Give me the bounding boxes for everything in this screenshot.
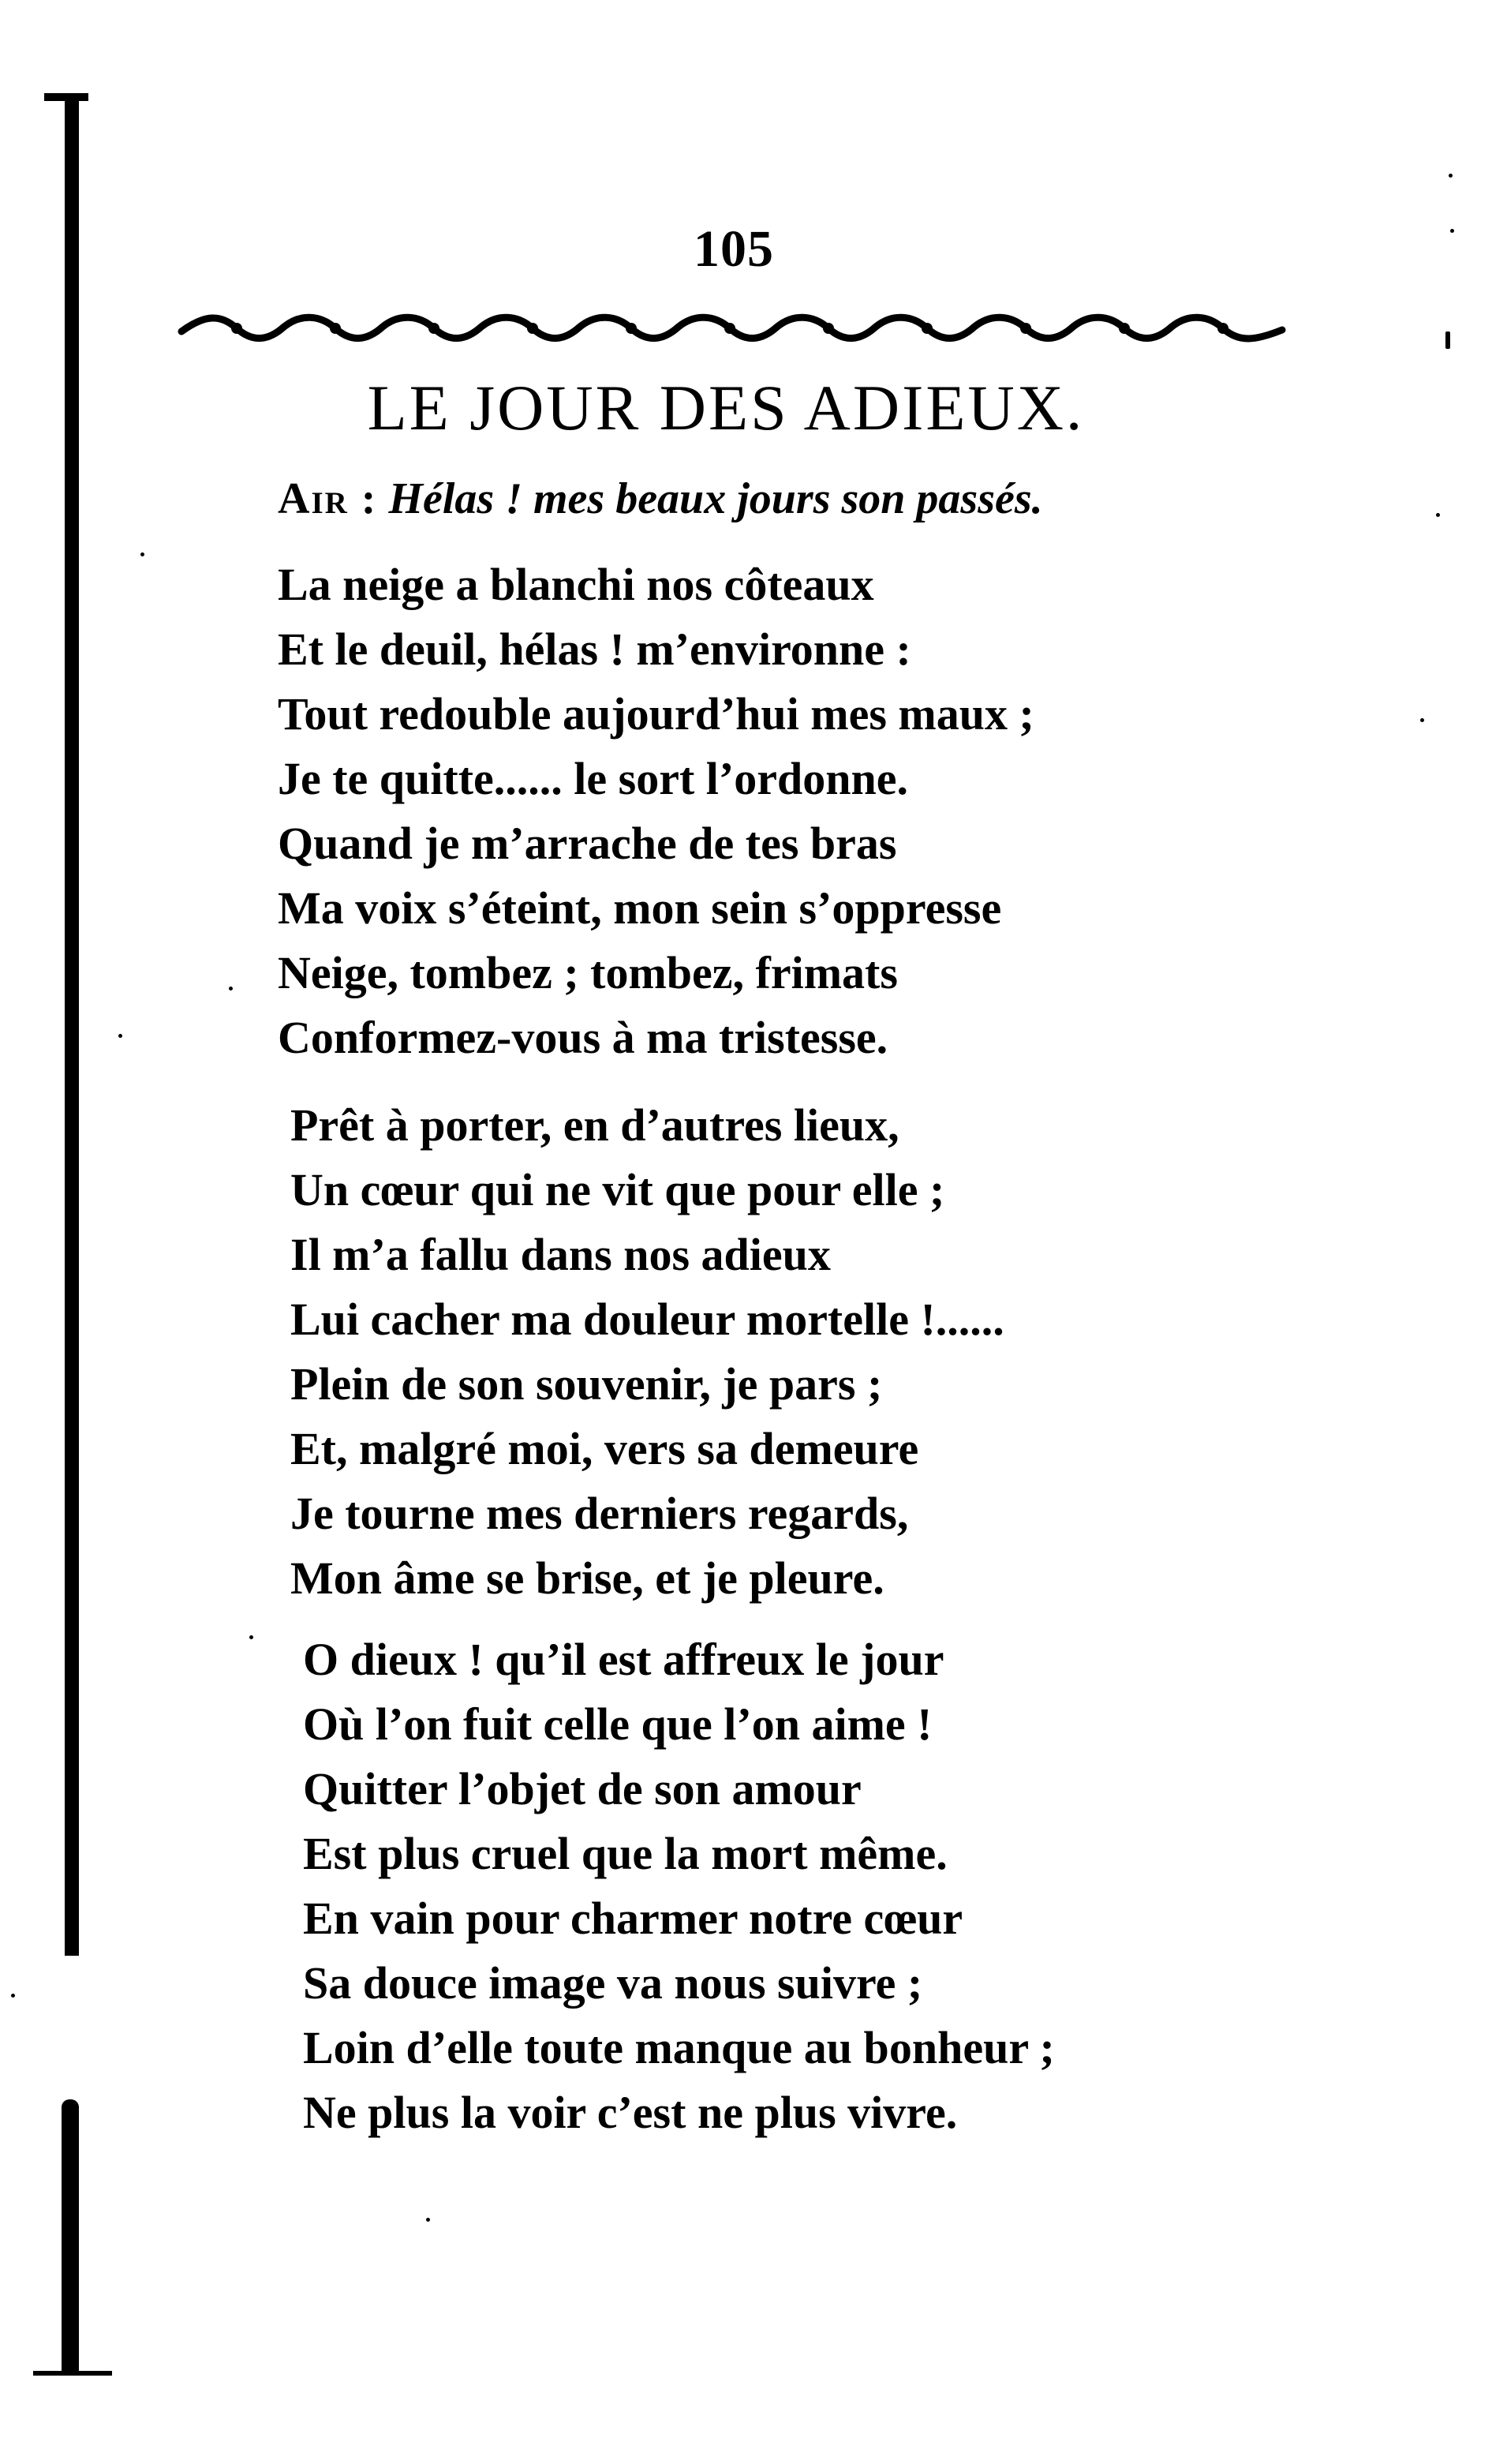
verse-line: Tout redouble aujourd’hui mes maux ; [278,688,1034,740]
scan-speck [1420,718,1424,722]
scan-speck [229,987,233,990]
verse-line: Un cœur qui ne vit que pour elle ; [290,1164,945,1215]
scan-speck [1445,331,1450,349]
verse-line: Loin d’elle toute manque au bonheur ; [303,2022,1055,2073]
scan-speck [140,552,144,556]
ornamental-rule [174,309,1294,346]
verse-line: Ne plus la voir c’est ne plus vivre. [303,2087,958,2138]
stanza-2 [290,1093,1316,1611]
scan-speck [1449,174,1453,178]
verse-line: Conformez-vous à ma tristesse. [278,1012,888,1063]
verse-line: Lui cacher ma douleur mortelle !...... [290,1294,1004,1345]
stanza-1 [278,552,1303,1070]
binding-edge-top [65,93,79,1956]
tune-label: Air : [278,474,378,523]
verse-line: Il m’a fallu dans nos adieux [290,1229,831,1280]
stanza-3 [303,1627,1329,2145]
verse-line: Mon âme se brise, et je pleure. [290,1552,884,1604]
verse-line: Ma voix s’éteint, mon sein s’oppresse [278,882,1002,934]
verse-line: Neige, tombez ; tombez, frimats [278,947,898,998]
scan-speck [426,2218,430,2222]
verse-line: Prêt à porter, en d’autres lieux, [290,1099,899,1151]
verse-line: En vain pour charmer notre cœur [303,1893,963,1944]
verse-line: Est plus cruel que la mort même. [303,1828,948,1879]
verse-line: Et, malgré moi, vers sa demeure [290,1423,919,1474]
page-number: 105 [694,220,774,278]
verse-line: Je te quitte...... le sort l’ordonne. [278,753,908,804]
scan-speck [118,1034,122,1038]
verse-line: Je tourne mes derniers regards, [290,1488,909,1539]
scan-speck [249,1635,253,1639]
scan-speck [1450,229,1454,233]
verse-line: O dieux ! qu’il est affreux le jour [303,1634,944,1685]
scan-speck [11,1994,15,1998]
tune-indication [278,474,1303,524]
verse-line: Quitter l’objet de son amour [303,1763,862,1814]
binding-edge-bottom [62,2099,79,2376]
scan-speck [1436,513,1440,517]
verse-line: Et le deuil, hélas ! m’environne : [278,623,911,675]
verse-line: Plein de son souvenir, je pars ; [290,1358,883,1410]
verse-line: Où l’on fuit celle que l’on aime ! [303,1698,933,1750]
verse-line: Sa douce image va nous suivre ; [303,1957,923,2009]
tune-name: Hélas ! mes beaux jours son passés. [388,474,1043,523]
verse-line: Quand je m’arrache de tes bras [278,818,897,869]
verse-line: La neige a blanchi nos côteaux [278,559,874,610]
poem-title: LE JOUR DES ADIEUX. [367,372,1085,444]
